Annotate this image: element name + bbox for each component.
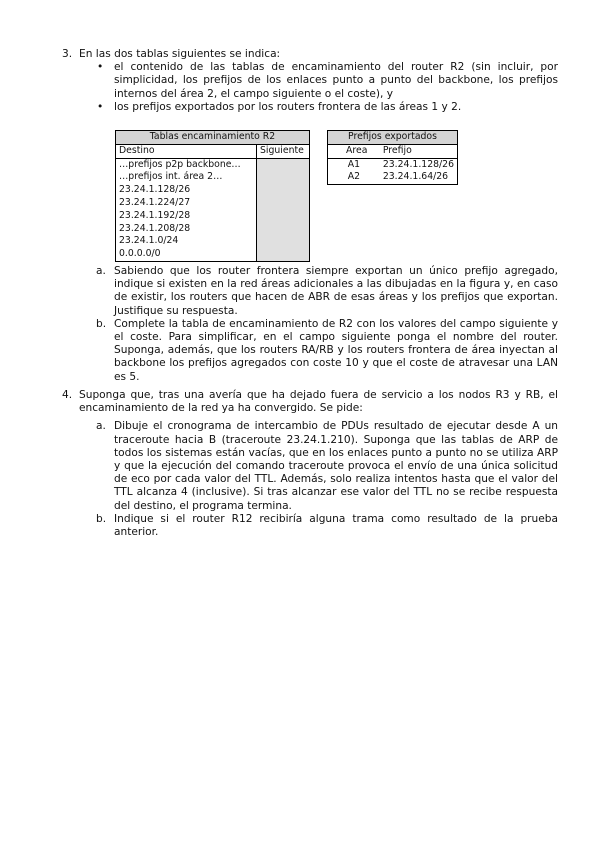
question-3-subitems	[62, 265, 558, 384]
bullet-icon: •	[97, 61, 104, 74]
column-header-siguiente: Siguiente	[257, 144, 310, 158]
subitem-list	[96, 265, 558, 384]
question-number: 4.	[62, 389, 73, 401]
question-3	[62, 48, 558, 114]
subitem-a: a. Sabiendo que los router frontera siempre exportan un único prefijo agregado, indique si existen en la red áreas adicionales a las dibujadas en la figura y, en caso de existir, los routers que hacen de ABR de esas áreas y los prefijos que exportan. Justifique su respuesta.	[96, 265, 558, 317]
table-row: 23.24.1.208/28	[116, 223, 310, 236]
subitem-b: b. Indique si el router R12 recibiría alguna trama como resultado de la prueba anterior.	[96, 512, 558, 539]
column-header-prefijo: Prefijo	[380, 144, 458, 158]
column-header-area: Area	[328, 144, 380, 158]
table-row: 23.24.1.224/27	[116, 197, 310, 210]
exported-prefixes-table	[327, 130, 458, 185]
next-hop-cell	[257, 171, 310, 184]
question-number: 3.	[62, 48, 73, 60]
question-intro: En las dos tablas siguientes se indica:	[79, 48, 281, 60]
table-row: 23.24.1.0/24	[116, 235, 310, 248]
table-caption: Tablas encaminamiento R2	[116, 131, 310, 145]
next-hop-cell	[257, 235, 310, 248]
column-header-destino: Destino	[116, 144, 257, 158]
bullet-item: • los prefijos exportados por los routers frontera de las áreas 1 y 2.	[97, 100, 462, 113]
bullet-icon: •	[97, 100, 104, 113]
table-row: …prefijos p2p backbone…	[116, 158, 310, 171]
question-intro: Suponga que, tras una avería que ha dejado fuera de servicio a los nodos R3 y RB, el encaminamiento de la red ya ha convergido. Se pide:	[79, 389, 558, 415]
table-header-row	[328, 144, 458, 158]
next-hop-cell	[257, 184, 310, 197]
subitem-b: b. Complete la tabla de encaminamiento de R2 con los valores del campo siguiente y el coste. Para simplificar, en el campo siguiente ponga el nombre del router. Suponga, además, que los routers RA/RB y los routers frontera de área inyectan al backbone los prefijos agregados con coste 10 y que el coste de atravesar una LAN es 5.	[96, 317, 558, 383]
bullet-item: • el contenido de las tablas de encaminamiento del router R2 (sin incluir, por simplicidad, los prefijos de los enlaces punto a punto del backbone, los prefijos internos del área 2, el campo siguiente o el coste), y	[97, 61, 558, 100]
subitem-a: a. Dibuje el cronograma de intercambio de PDUs resultado de ejecutar desde A un traceroute hacia B (traceroute 23.24.1.210). Suponga que las tablas de ARP de todos los sistemas están vacías, que en los enlaces punto a punto no se utiliza ARP y que la ejecución del comando traceroute provoca el envío de una única solicitud de eco por cada valor del TTL. Además, solo realiza intentos hasta que el valor del TTL alcanza 4 (inclusive). Si tras alcanzar ese valor del TTL no se recibe respuesta del destino, el programa termina.	[96, 420, 558, 512]
next-hop-cell	[257, 210, 310, 223]
next-hop-cell	[257, 223, 310, 236]
table-row: A1 23.24.1.128/26	[347, 158, 454, 170]
next-hop-cell	[257, 248, 310, 261]
table-row: 23.24.1.128/26	[116, 184, 310, 197]
subitem-list	[96, 420, 558, 539]
table-row: 23.24.1.192/28	[116, 210, 310, 223]
table-header-row	[116, 144, 310, 158]
table-row: 0.0.0.0/0	[116, 248, 310, 261]
next-hop-cell	[257, 158, 310, 171]
table-row: A2 23.24.1.64/26	[347, 171, 449, 183]
table-row: …prefijos int. área 2…	[116, 171, 310, 184]
question-4	[62, 389, 558, 539]
table-caption: Prefijos exportados	[328, 131, 458, 145]
next-hop-cell	[257, 197, 310, 210]
bullet-list	[97, 61, 558, 114]
routing-table-r2	[115, 130, 310, 262]
